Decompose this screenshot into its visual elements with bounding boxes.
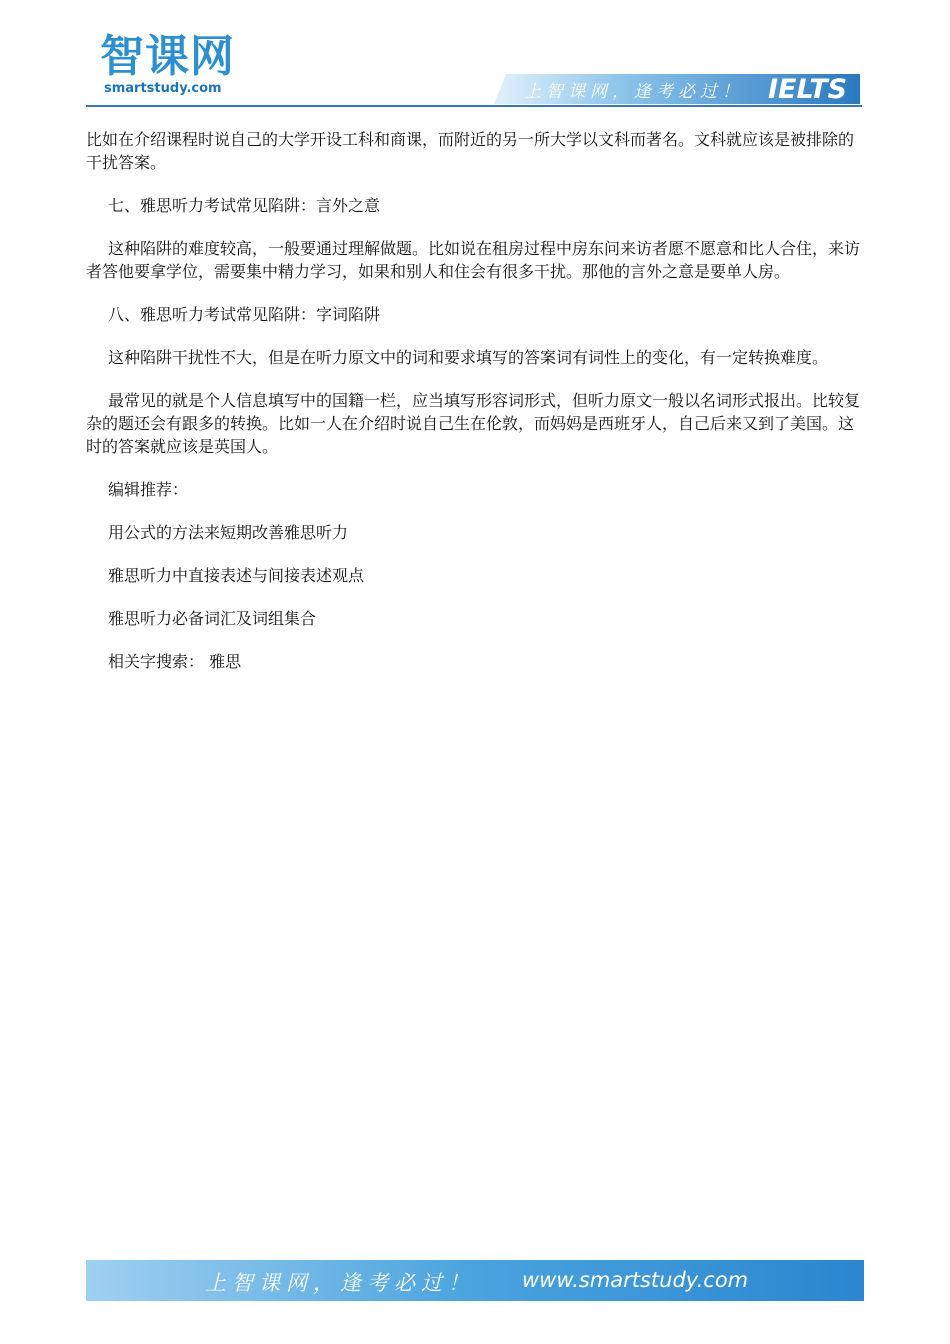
header-slogan: 上智课网，逢考必过！ — [524, 82, 744, 102]
editor-recommend-label: 编辑推荐： — [108, 480, 189, 499]
logo-english-text: smartstudy.com — [104, 81, 222, 96]
ielts-badge: IELTS — [768, 74, 848, 105]
paragraph-2: 这种陷阱的难度较高，一般要通过理解做题。比如说在租房过程中房东问来访者愿不愿意和比人合住，来访者答他要拿学位，需要集中精力学习，如果和别人和住会有很多干扰。那他的言外之意是要单人房。 — [86, 239, 861, 281]
recommend-link-1[interactable]: 用公式的方法来短期改善雅思听力 — [108, 523, 349, 542]
header-divider — [86, 105, 862, 107]
paragraph-4: 最常见的就是个人信息填写中的国籍一栏，应当填写形容词形式，但听力原文一般以名词形式报出。比较复杂的题还会有跟多的转换。比如一人在介绍时说自己生在伦敦，而妈妈是西班牙人，自己后来又到了美国。这时的答案就应该是英国人。 — [86, 391, 861, 456]
section-heading-8: 八、雅思听力考试常见陷阱：字词陷阱 — [108, 305, 381, 324]
section-heading-7: 七、雅思听力考试常见陷阱：言外之意 — [108, 196, 381, 215]
paragraph-1: 比如在介绍课程时说自己的大学开设工科和商课，而附近的另一所大学以文科而著名。文科就应该是被排除的干扰答案。 — [86, 130, 855, 172]
related-keywords: 相关字搜索： 雅思 — [108, 652, 242, 671]
page-header — [0, 0, 950, 115]
footer-url-link[interactable]: www.smartstudy.com — [522, 1268, 749, 1292]
paragraph-3: 这种陷阱干扰性不大，但是在听力原文中的词和要求填写的答案词有词性上的变化，有一定转换难度。 — [108, 348, 829, 367]
logo-chinese-text: 智课网 — [100, 31, 235, 82]
recommend-link-3[interactable]: 雅思听力必备词汇及词组集合 — [108, 609, 317, 628]
recommend-link-2[interactable]: 雅思听力中直接表述与间接表述观点 — [108, 566, 365, 585]
footer-slogan: 上智课网，逢考必过！ — [205, 1271, 475, 1295]
smartstudy-logo[interactable] — [100, 31, 250, 100]
article-body — [86, 128, 864, 693]
